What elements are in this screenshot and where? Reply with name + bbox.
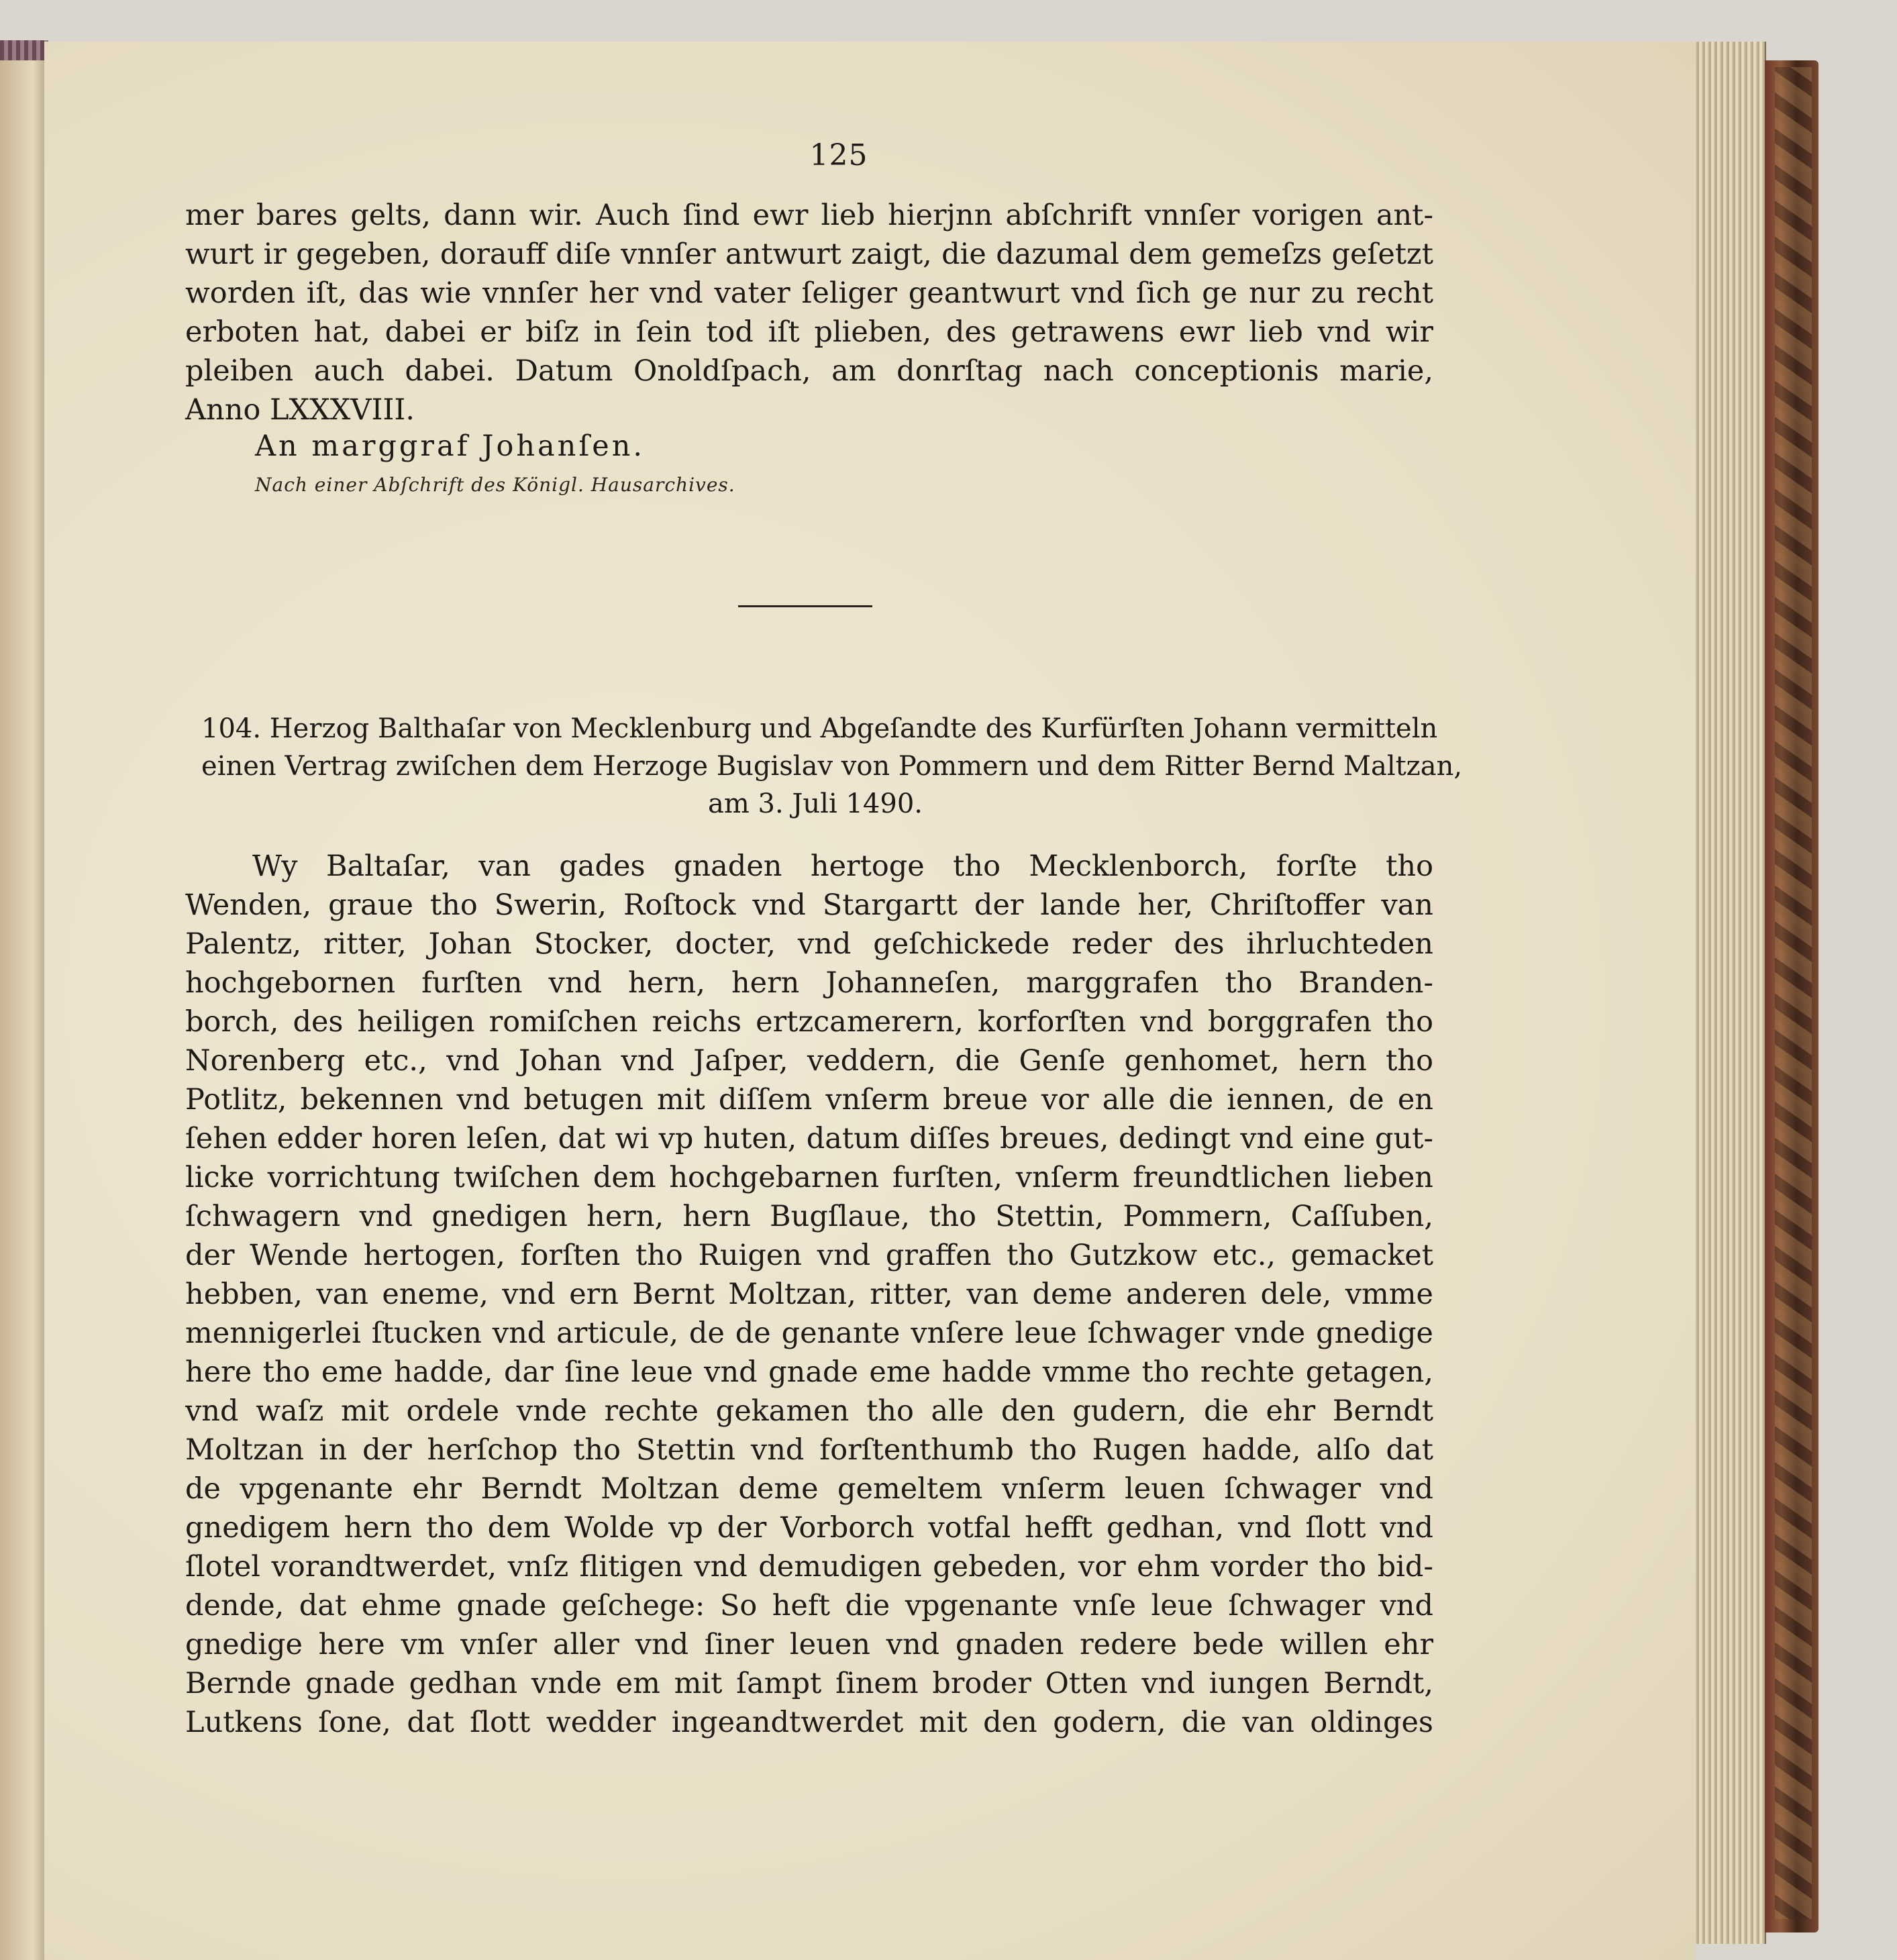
page-stack-edge — [1691, 42, 1766, 1944]
intro-line: erboten hat, dabei er biſz in ſein tod iſt plieben, des getrawens ewr lieb vnd wir — [185, 315, 1433, 349]
heading-line: einen Vertrag zwiſchen dem Herzoge Bugislav von Pommern und dem Ritter Bernd Maltzan, — [201, 751, 1463, 782]
body-line: de vpgenante ehr Berndt Moltzan deme gemeltem vnſerm leuen ſchwager vnd — [185, 1472, 1433, 1506]
body-line: gnedigem hern tho dem Wolde vp der Vorborch votfal hefft gedhan, vnd ſlott vnd — [185, 1511, 1433, 1545]
intro-line: worden iſt, das wie vnnſer her vnd vater ſeliger geantwurt vnd ſich ge nur zu recht — [185, 276, 1433, 310]
body-paragraph — [185, 847, 1433, 1742]
heading-line: 104. Herzog Balthaſar von Mecklenburg und Abgeſandte des Kurfürſten Johann vermitteln — [201, 713, 1438, 744]
body-line: Moltzan in der herſchop tho Stettin vnd forſtenthumb tho Rugen hadde, alſo dat — [185, 1433, 1433, 1467]
body-line: hochgebornen furſten vnd hern, hern Johanneſen, marggrafen tho Branden- — [185, 966, 1433, 1000]
intro-line: pleiben auch dabei. Datum Onoldſpach, am donrſtag nach conceptionis marie, — [185, 354, 1433, 388]
intro-line: mer bares gelts, dann wir. Auch ſind ewr lieb hierjnn abſchrift vnnſer vorigen ant- — [185, 199, 1433, 232]
body-line: ſchwagern vnd gnedigen hern, hern Bugſlaue, tho Stettin, Pommern, Caſſuben, — [185, 1200, 1433, 1233]
body-line: dende, dat ehme gnade geſchege: So heft die vpgenante vnſe leue ſchwager vnd — [185, 1589, 1433, 1622]
body-line: Wenden, graue tho Swerin, Roſtock vnd Stargartt der lande her, Chriſtoffer van — [185, 888, 1433, 922]
addressee-line: An marggraf Johanſen. — [255, 429, 646, 463]
document-heading — [201, 710, 1463, 823]
intro-line: wurt ir gegeben, dorauff diſe vnnſer antwurt zaigt, die dazumal dem gemeſzs geſetzt — [185, 238, 1433, 271]
intro-paragraph — [185, 196, 1433, 429]
body-line: gnedige here vm vnſer aller vnd ſiner leuen vnd gnaden redere bede willen ehr — [185, 1628, 1433, 1661]
left-page-edge — [0, 40, 48, 1960]
body-line: borch, des heiligen romiſchen reichs ertzcamerern, korforſten vnd borggrafen tho — [185, 1005, 1433, 1039]
body-line: Lutkens ſone, dat ſlott wedder ingeandtwerdet mit den godern, die van oldinges — [185, 1706, 1433, 1739]
body-line: here tho eme hadde, dar ſine leue vnd gnade eme hadde vmme tho rechte getagen, — [185, 1355, 1433, 1389]
body-line: ſehen edder horen leſen, dat wi vp huten, datum diſſes breues, dedingt vnd eine gut- — [185, 1122, 1433, 1155]
body-line: licke vorrichtung twiſchen dem hochgebarnen furſten, vnſerm freundtlichen lieben — [185, 1161, 1433, 1194]
section-divider — [738, 605, 872, 607]
body-line: Palentz, ritter, Johan Stocker, docter, vnd geſchickede reder des ihrluchteden — [185, 927, 1433, 961]
body-line: vnd waſz mit ordele vnde rechte gekamen tho alle den gudern, die ehr Berndt — [185, 1394, 1433, 1428]
body-line: hebben, van eneme, vnd ern Bernt Moltzan, ritter, van deme anderen dele, vmme — [185, 1278, 1433, 1311]
body-line: ſlotel vorandtwerdet, vnſz flitigen vnd demudigen gebeden, vor ehm vorder tho bid- — [185, 1550, 1433, 1584]
intro-line: Anno LXXXVIII. — [185, 393, 415, 427]
body-line: Bernde gnade gedhan vnde em mit ſampt ſinem broder Otten vnd iungen Berndt, — [185, 1667, 1433, 1700]
marbled-cover-pattern — [1775, 67, 1812, 1919]
body-line: der Wende hertogen, forſten tho Ruigen vnd graffen tho Gutzkow etc., gemacket — [185, 1239, 1433, 1272]
body-line: Potlitz, bekennen vnd betugen mit diſſem vnſerm breue vor alle die iennen, de en — [185, 1083, 1433, 1117]
left-page-top-band — [0, 40, 47, 60]
page-number: 125 — [809, 138, 868, 172]
body-line: Wy Baltaſar, van gades gnaden hertoge tho Mecklenborch, forſte tho — [252, 849, 1433, 883]
body-line: mennigerlei ſtucken vnd articule, de de genante vnſere leue ſchwager vnde gnedige — [185, 1317, 1433, 1350]
body-line: Norenberg etc., vnd Johan vnd Jaſper, veddern, die Genſe genhomet, hern tho — [185, 1044, 1433, 1078]
heading-date-line: am 3. Juli 1490. — [708, 788, 923, 819]
source-note: Nach einer Abſchrift des Königl. Hausarchives. — [255, 474, 735, 496]
